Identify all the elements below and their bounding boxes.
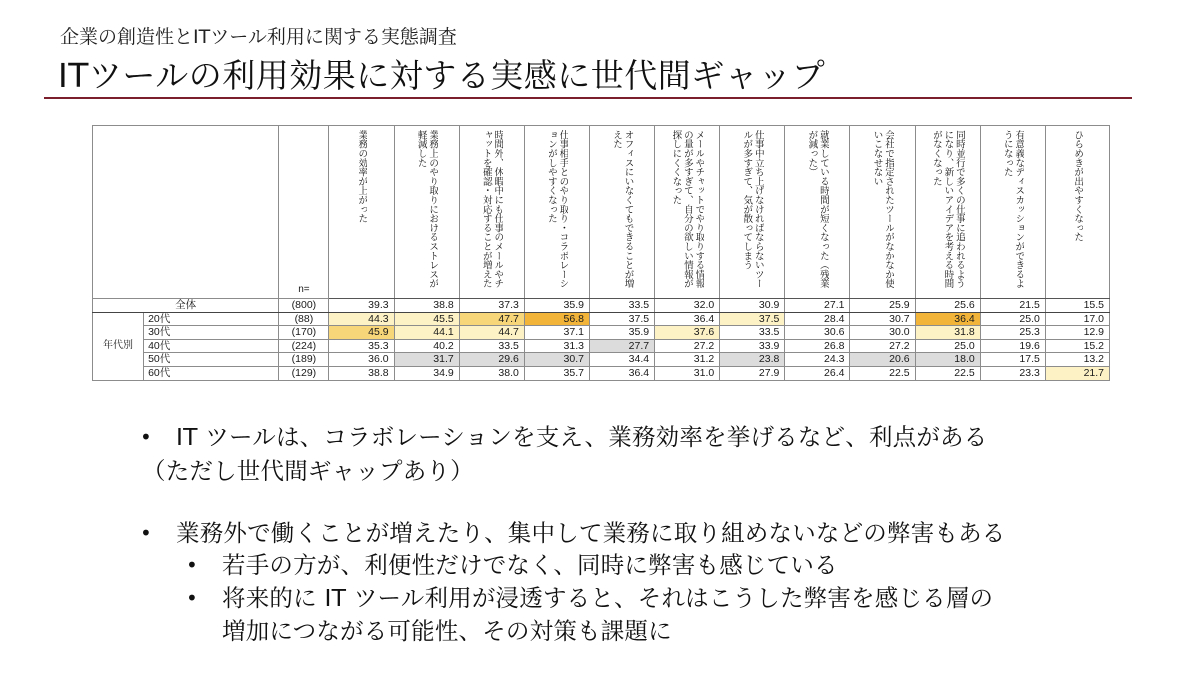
age-group-label: 年代別 (93, 312, 144, 380)
value-cell: 22.5 (915, 366, 980, 380)
row-label: 全体 (93, 299, 279, 313)
value-cell: 27.9 (720, 366, 785, 380)
value-cell: 36.4 (589, 366, 654, 380)
value-cell: 31.3 (524, 339, 589, 353)
value-cell: 27.2 (850, 339, 915, 353)
value-cell: 47.7 (459, 312, 524, 326)
value-cell: 45.5 (394, 312, 459, 326)
report-subtitle: 企業の創造性とITツール利用に関する実態調査 (60, 26, 457, 48)
value-cell: 38.8 (394, 299, 459, 313)
value-cell: 32.0 (655, 299, 720, 313)
column-header: ひらめきが出やすくなった (1045, 126, 1109, 299)
bullet-text: IT ツールは、コラボレーションを支え、業務効率を挙げるなど、利点がある (176, 423, 988, 451)
value-cell: 31.2 (655, 353, 720, 367)
sub-bullet-text-continued: 増加につながる可能性、その対策も課題に (222, 617, 672, 645)
bullet-marker: • (140, 425, 152, 449)
value-cell: 38.0 (459, 366, 524, 380)
value-cell: 33.9 (720, 339, 785, 353)
value-cell: 13.2 (1045, 353, 1109, 367)
value-cell: 30.7 (524, 353, 589, 367)
column-header: 時間外、休暇中にも仕事のメールやチャットを確認・対応することが増えた (459, 126, 524, 299)
title-divider (44, 97, 1132, 99)
column-header: 仕事中立ち上げなければならないツールが多すぎて、気が散ってしまう (720, 126, 785, 299)
row-label: 60代 (144, 366, 279, 380)
value-cell: 23.8 (720, 353, 785, 367)
sample-size: (129) (279, 366, 329, 380)
sub-bullet-marker: • (186, 553, 198, 577)
value-cell: 29.6 (459, 353, 524, 367)
column-header: 業務上のやり取りにおけるストレスが軽減した (394, 126, 459, 299)
sample-size: (224) (279, 339, 329, 353)
value-cell: 45.9 (329, 326, 394, 340)
value-cell: 27.1 (785, 299, 850, 313)
value-cell: 21.7 (1045, 366, 1109, 380)
table-row-total (93, 299, 1110, 313)
value-cell: 35.3 (329, 339, 394, 353)
value-cell: 15.5 (1045, 299, 1109, 313)
value-cell: 35.9 (589, 326, 654, 340)
value-cell: 37.6 (655, 326, 720, 340)
survey-table (92, 125, 1110, 381)
value-cell: 39.3 (329, 299, 394, 313)
value-cell: 34.9 (394, 366, 459, 380)
value-cell: 27.2 (655, 339, 720, 353)
value-cell: 23.3 (980, 366, 1045, 380)
value-cell: 30.9 (720, 299, 785, 313)
table-row-30s (93, 326, 1110, 340)
value-cell: 19.6 (980, 339, 1045, 353)
value-cell: 28.4 (785, 312, 850, 326)
value-cell: 15.2 (1045, 339, 1109, 353)
value-cell: 12.9 (1045, 326, 1109, 340)
value-cell: 24.3 (785, 353, 850, 367)
column-header: オフィスにいなくてもできることが増えた (589, 126, 654, 299)
slide-title: ITツールの利用効果に対する実感に世代間ギャップ (58, 56, 826, 95)
value-cell: 26.8 (785, 339, 850, 353)
value-cell: 25.3 (980, 326, 1045, 340)
table-row-50s (93, 353, 1110, 367)
value-cell: 25.6 (915, 299, 980, 313)
value-cell: 33.5 (589, 299, 654, 313)
value-cell: 33.5 (720, 326, 785, 340)
column-header: 仕事相手とのやり取り・コラボレーションがしやすくなった (524, 126, 589, 299)
sub-bullet-text: 将来的に IT ツール利用が浸透すると、それはこうした弊害を感じる層の (222, 584, 994, 612)
value-cell: 25.0 (980, 312, 1045, 326)
column-header: 就業している時間が短くなった（残業が減った） (785, 126, 850, 299)
value-cell: 40.2 (394, 339, 459, 353)
value-cell: 37.3 (459, 299, 524, 313)
value-cell: 36.4 (655, 312, 720, 326)
value-cell: 38.8 (329, 366, 394, 380)
bullet-text-continued: （ただし世代間ギャップあり） (142, 457, 474, 485)
value-cell: 35.7 (524, 366, 589, 380)
value-cell: 30.6 (785, 326, 850, 340)
value-cell: 27.7 (589, 339, 654, 353)
value-cell: 31.7 (394, 353, 459, 367)
value-cell: 30.0 (850, 326, 915, 340)
sample-size: (88) (279, 312, 329, 326)
n-header: n= (279, 126, 329, 299)
column-header: 会社で指定されたツールがなかなか使いこなせない (850, 126, 915, 299)
value-cell: 21.5 (980, 299, 1045, 313)
value-cell: 31.0 (655, 366, 720, 380)
row-label: 40代 (144, 339, 279, 353)
value-cell: 37.5 (720, 312, 785, 326)
value-cell: 36.0 (329, 353, 394, 367)
value-cell: 31.8 (915, 326, 980, 340)
value-cell: 37.1 (524, 326, 589, 340)
sub-bullet-marker: • (186, 586, 198, 610)
column-header: 同時並行で多くの仕事に追われるようになり、新しいアイデアを考える時間がなくなった (915, 126, 980, 299)
value-cell: 35.9 (524, 299, 589, 313)
value-cell: 36.4 (915, 312, 980, 326)
survey-table-container (92, 125, 1110, 381)
value-cell: 26.4 (785, 366, 850, 380)
value-cell: 44.3 (329, 312, 394, 326)
value-cell: 25.9 (850, 299, 915, 313)
value-cell: 56.8 (524, 312, 589, 326)
row-label: 20代 (144, 312, 279, 326)
column-header: 有意義なディスカッションができるようになった (980, 126, 1045, 299)
value-cell: 17.0 (1045, 312, 1109, 326)
row-label: 30代 (144, 326, 279, 340)
table-row-60s (93, 366, 1110, 380)
sample-size: (800) (279, 299, 329, 313)
value-cell: 22.5 (850, 366, 915, 380)
header-row (93, 126, 1110, 299)
value-cell: 30.7 (850, 312, 915, 326)
value-cell: 17.5 (980, 353, 1045, 367)
column-header: 業務の効率が上がった (329, 126, 394, 299)
table-row-20s (93, 312, 1110, 326)
sample-size: (189) (279, 353, 329, 367)
sub-bullet-text: 若手の方が、利便性だけでなく、同時に弊害も感じている (222, 551, 838, 579)
column-header: メールやチャットでやり取りする情報の量が多すぎて、自分の欲しい情報が探しにくくなった (655, 126, 720, 299)
table-row-40s (93, 339, 1110, 353)
sample-size: (170) (279, 326, 329, 340)
value-cell: 20.6 (850, 353, 915, 367)
bullet-text: 業務外で働くことが増えたり、集中して業務に取り組めないなどの弊害もある (176, 519, 1006, 547)
value-cell: 18.0 (915, 353, 980, 367)
corner-cell (93, 126, 279, 299)
value-cell: 37.5 (589, 312, 654, 326)
row-label: 50代 (144, 353, 279, 367)
value-cell: 44.7 (459, 326, 524, 340)
value-cell: 44.1 (394, 326, 459, 340)
value-cell: 25.0 (915, 339, 980, 353)
value-cell: 33.5 (459, 339, 524, 353)
value-cell: 34.4 (589, 353, 654, 367)
bullet-marker: • (140, 521, 152, 545)
